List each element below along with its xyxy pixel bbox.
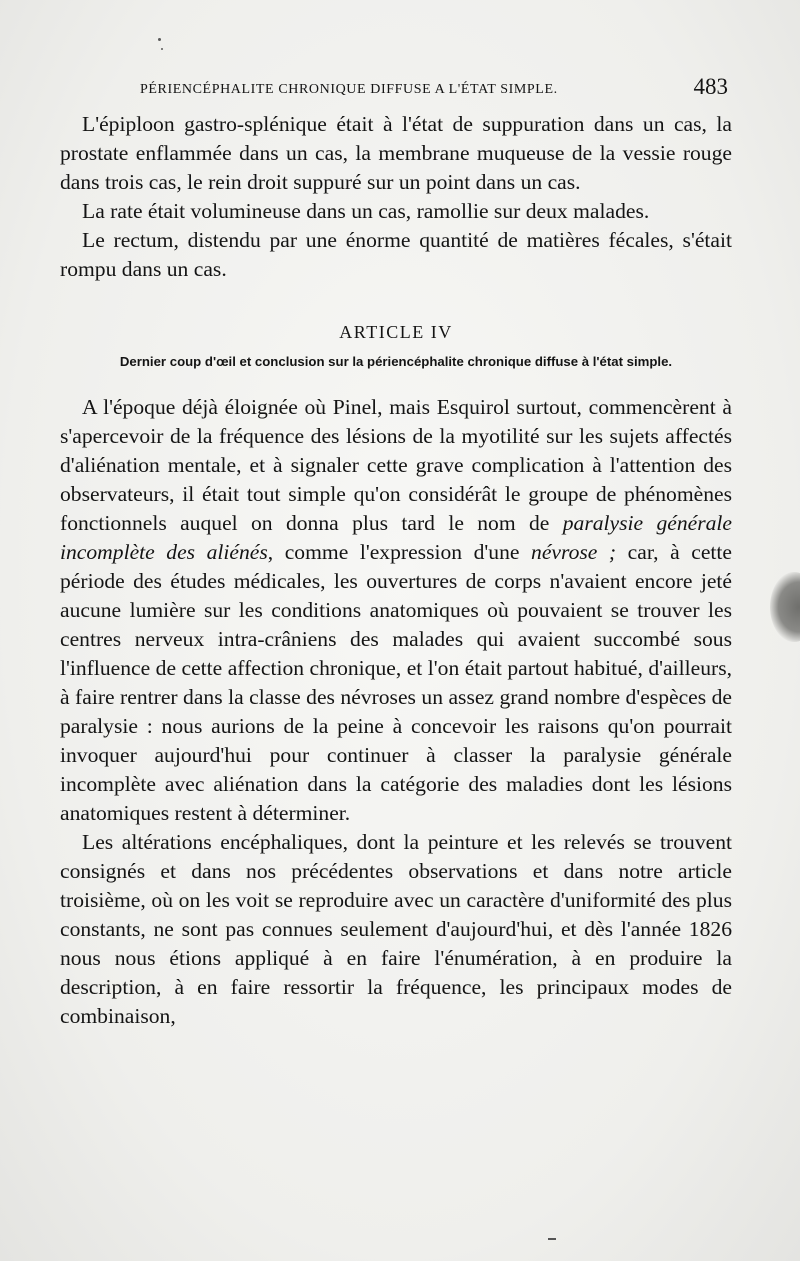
paragraph-main-text-1: A l'époque déjà éloignée où Pinel, mais Esquirol surtout, commencèrent à s'apercevoir de la fréquence des lésions de la myotilité sur les sujets affectés d'aliénation mentale, et à signaler cette grave complication à l'attention des observateurs, il était tout simple qu'on considérât le groupe de phénomènes fonctionnels auquel on donna plus tard le nom de bbox=[60, 395, 732, 535]
speck-mark bbox=[161, 48, 163, 50]
article-heading: ARTICLE IV bbox=[339, 322, 453, 342]
italic-term-paralysie: paralysie générale incomplète des aliénés bbox=[60, 511, 732, 564]
italic-term-nevrose: névrose ; bbox=[531, 540, 617, 564]
bottom-dash-mark bbox=[548, 1238, 556, 1240]
page-number: 483 bbox=[693, 74, 728, 99]
running-head bbox=[60, 74, 740, 102]
paragraph-rectum: Le rectum, distendu par une énorme quantité de matières fécales, s'était rompu dans un cas. bbox=[60, 228, 732, 281]
paragraph-main-text-2: , comme l'expression d'une bbox=[267, 540, 532, 564]
paragraph-alterations: Les altérations encéphaliques, dont la peinture et les relevés se trouvent consignés et dans nos précédentes observations et dans notre article troisième, où on les voit se reproduire avec un caractère d'uniformité des plus constants, ne sont pas connues seulement d'aujourd'hui, et dès l'année 1826 nous nous étions appliqué à en faire l'énumération, à en produire la description, à en faire ressortir la fréquence, les principaux modes de combinaison, bbox=[60, 830, 732, 1028]
ink-blot-mark bbox=[770, 572, 800, 642]
speck-mark bbox=[158, 38, 161, 41]
paragraph-epiploon: L'épiploon gastro-splénique était à l'état de suppuration dans un cas, la prostate enflammée dans un cas, la membrane muqueuse de la vessie rouge dans trois cas, le rein droit suppuré sur un point dans un cas. bbox=[60, 112, 732, 194]
running-title: PÉRIENCÉPHALITE CHRONIQUE DIFFUSE A L'ÉTAT SIMPLE. bbox=[140, 82, 558, 97]
body-text bbox=[60, 110, 732, 1031]
article-subtitle: Dernier coup d'œil et conclusion sur la périencéphalite chronique diffuse à l'état simple. bbox=[119, 354, 673, 369]
paragraph-main-text-3: car, à cette période des études médicales, les ouvertures de corps n'avaient encore jeté aucune lumière sur les conditions anatomiques où pouvaient se trouver les centres nerveux intra-crâniens des malades qui avaient succombé sous l'influence de cette affection chronique, et l'on était partout habitué, d'ailleurs, à faire rentrer dans la classe des névroses un assez grand nombre d'espèces de paralysie : nous aurions de la peine à concevoir les raisons qu'on pourrait invoquer aujourd'hui pour continuer à classer la paralysie générale incomplète avec aliénation dans la catégorie des maladies dont les lésions anatomiques restent à déterminer. bbox=[60, 540, 732, 825]
paragraph-main bbox=[60, 393, 732, 828]
paragraph-rate: La rate était volumineuse dans un cas, ramollie sur deux malades. bbox=[82, 199, 650, 223]
